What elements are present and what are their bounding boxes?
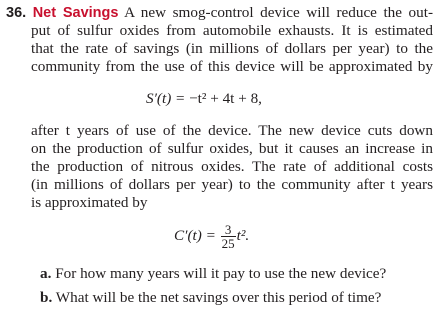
problem-text-line-4: community from the use of this device will be approximated by: [31, 58, 433, 75]
problem-text-line-5: after t years of use of the device. The new device cuts down: [31, 122, 433, 139]
cost-equation: [174, 223, 249, 250]
question-a: [40, 265, 386, 283]
cost-equation-lhs: C′(t) =: [174, 226, 216, 244]
problem-text-line-7: the production of nitrous oxides. The rate of additional costs: [31, 158, 433, 175]
problem-header-line: [6, 4, 433, 22]
question-a-text: For how many years will it pay to use the new device?: [55, 265, 387, 282]
savings-equation-rhs: −t² + 4t + 8,: [189, 90, 262, 107]
fraction-numerator: 3: [221, 223, 236, 237]
fraction-denominator: 25: [221, 236, 235, 251]
question-b-label: b.: [40, 289, 53, 306]
problem-title: Net Savings: [32, 5, 119, 21]
savings-equation-lhs: S′(t) =: [146, 90, 186, 107]
problem-text-line-3: that the rate of savings (in millions of dollars per year) to the: [31, 40, 433, 57]
cost-equation-fraction: [221, 223, 236, 250]
cost-equation-tail: t².: [236, 226, 250, 244]
question-b: [40, 289, 381, 307]
question-a-label: a.: [40, 265, 52, 282]
problem-text-line-2: put of sulfur oxides from automobile exhausts. It is estimated: [31, 22, 433, 39]
question-b-text: What will be the net savings over this period of time?: [55, 289, 382, 306]
savings-equation: [146, 90, 262, 108]
problem-text-line-1: A new smog-control device will reduce the out-: [124, 4, 434, 21]
problem-text-line-9: is approximated by: [31, 194, 148, 211]
problem-text-line-6: on the production of sulfur oxides, but it causes an increase in: [31, 140, 433, 157]
problem-number: 36.: [6, 5, 27, 21]
problem-text-line-8: (in millions of dollars per year) to the community after t years: [31, 176, 433, 193]
